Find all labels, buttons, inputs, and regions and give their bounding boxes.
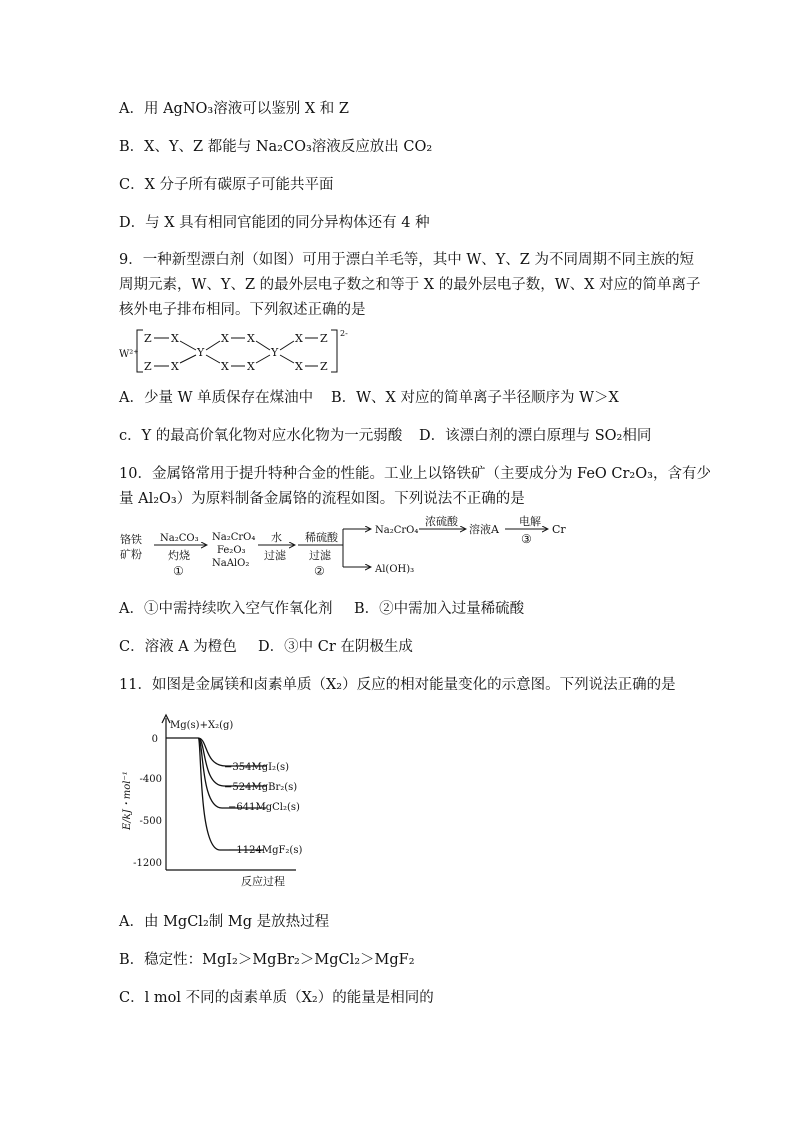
q9-atom-x1: X: [171, 332, 179, 345]
q11-option-c: C．l mol 不同的卤素单质（X₂）的能量是相同的: [119, 990, 434, 1006]
q9-atom-x2: X: [171, 360, 179, 373]
q9-atom-z1: Z: [144, 332, 152, 345]
q10-flow-diagram: [116, 515, 586, 585]
flow-mid2: 溶液A: [469, 523, 499, 536]
q9-atom-x7: X: [295, 332, 303, 345]
chart-tick-0: 0: [151, 734, 158, 745]
q10-option-c: C．溶液 A 为橙色: [119, 639, 237, 655]
q11-option-a: A．由 MgCl₂制 Mg 是放热过程: [119, 914, 330, 930]
q9-option-c: c．Y 的最高价氧化物对应水化物为一元弱酸: [119, 428, 403, 444]
curve-label-mgf2: −1124MgF₂(s): [228, 845, 303, 856]
q9-atom-x3: X: [221, 332, 229, 345]
q10-stem-line1: 10．金属铬常用于提升特种合金的性能。工业上以铬铁矿（主要成分为 FeO Cr₂O₃，含有少: [119, 466, 711, 482]
q10-option-a: A．①中需持续吹入空气作氧化剂: [119, 601, 333, 617]
q9-structure-diagram: [116, 326, 356, 378]
q9-option-a: A．少量 W 单质保存在煤油中: [119, 390, 314, 406]
q10-option-d: D．③中 Cr 在阴极生成: [258, 639, 413, 655]
chart-tick-1200: -1200: [133, 858, 162, 869]
q8-option-d: D．与 X 具有相同官能团的同分异构体还有 4 种: [119, 215, 430, 231]
q9-atom-x4: X: [247, 332, 255, 345]
flow-step1-label: ①: [173, 564, 184, 578]
curve-label-mgi2: −354MgI₂(s): [224, 762, 289, 773]
flow-mid1-line3: NaAlO₂: [212, 558, 250, 569]
chart-tick-400: -400: [139, 774, 162, 785]
q8-option-b: B．X、Y、Z 都能与 Na₂CO₃溶液反应放出 CO₂: [119, 139, 433, 155]
q11-stem: 11．如图是金属镁和卤素单质（X₂）反应的相对能量变化的示意图。下列说法正确的是: [119, 677, 676, 693]
q8-option-a: A．用 AgNO₃溶液可以鉴别 X 和 Z: [119, 101, 349, 117]
q9-atom-x6: X: [247, 360, 255, 373]
curve-label-mgbr2: −524MgBr₂(s): [224, 782, 298, 793]
flow-branch-bottom: Al(OH)₃: [375, 564, 415, 575]
q9-cation-label: W²⁺: [119, 349, 139, 360]
chart-y-label: E/kJ・mol⁻¹: [122, 771, 133, 830]
q11-energy-chart: [116, 710, 306, 890]
flow-step5-label: ③: [521, 532, 532, 546]
q8-option-c: C．X 分子所有碳原子可能共平面: [119, 177, 334, 193]
flow-step2-condition: 过滤: [264, 549, 286, 562]
q9-option-b: B．W、X 对应的简单离子半径顺序为 W＞X: [331, 390, 619, 406]
flow-step1-condition: 灼烧: [168, 549, 190, 562]
q9-atom-x8: X: [295, 360, 303, 373]
energy-curve-3: [198, 738, 266, 808]
q9-atom-z3: Z: [320, 332, 328, 345]
q9-stem-line1: 9．一种新型漂白剂（如图）可用于漂白羊毛等，其中 W、Y、Z 为不同周期不同主族的短: [119, 252, 694, 268]
q9-stem-line3: 核外电子排布相同。下列叙述正确的是: [119, 302, 366, 318]
flow-product: Cr: [552, 523, 566, 536]
flow-start-line1: 铬铁: [120, 533, 142, 546]
q9-option-d: D．该漂白剂的漂白原理与 SO₂相同: [419, 428, 652, 444]
chart-tick-500: -500: [139, 816, 162, 827]
flow-mid1-line2: Fe₂O₃: [217, 545, 246, 556]
q11-option-b: B．稳定性：MgI₂＞MgBr₂＞MgCl₂＞MgF₂: [119, 952, 415, 968]
q9-atom-y2: Y: [271, 346, 279, 359]
q9-anion-charge: 2-: [340, 329, 348, 338]
flow-step4-reagent: 浓硫酸: [425, 515, 458, 528]
flow-branch-top: Na₂CrO₄: [375, 525, 419, 536]
flow-mid1-line1: Na₂CrO₄: [212, 532, 256, 543]
q9-atom-z2: Z: [144, 360, 152, 373]
q9-atom-x5: X: [221, 360, 229, 373]
flow-step5-reagent: 电解: [519, 515, 541, 528]
q10-stem-line2: 量 Al₂O₃）为原料制备金属铬的流程如图。下列说法不正确的是: [119, 491, 525, 507]
q9-atom-z4: Z: [320, 360, 328, 373]
flow-step3-reagent: 稀硫酸: [305, 531, 338, 544]
flow-step1-reagent: Na₂CO₃: [160, 533, 199, 544]
flow-step3-label: ②: [314, 564, 325, 578]
chart-x-label: 反应过程: [241, 875, 285, 888]
energy-curve-4: [198, 738, 264, 850]
flow-start-line2: 矿粉: [120, 548, 142, 561]
chart-start-label: Mg(s)+X₂(g): [170, 720, 234, 731]
curve-label-mgcl2: −641MgCl₂(s): [228, 802, 300, 813]
q9-atom-y1: Y: [197, 346, 205, 359]
flow-step3-condition: 过滤: [309, 549, 331, 562]
q10-option-b: B．②中需加入过量稀硫酸: [354, 601, 525, 617]
q9-stem-line2: 周期元素，W、Y、Z 的最外层电子数之和等于 X 的最外层电子数，W、X 对应的简单离子: [119, 277, 701, 293]
flow-step2-reagent: 水: [271, 531, 282, 544]
